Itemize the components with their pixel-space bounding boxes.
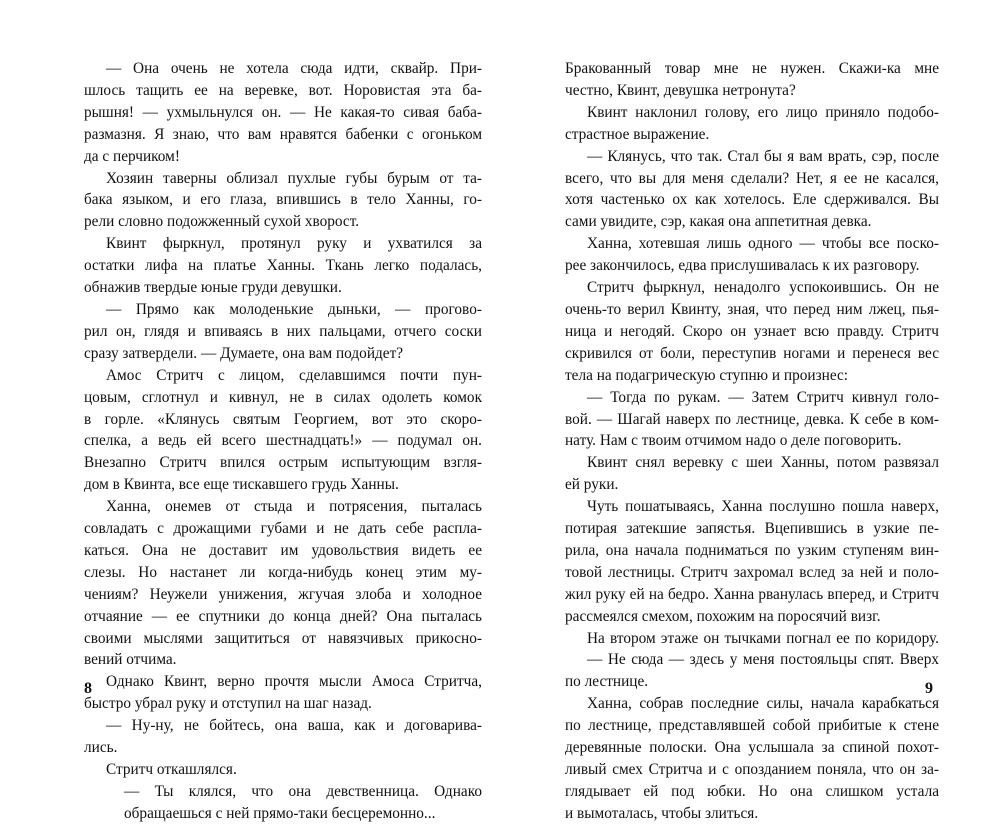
text-line: рели словно подожженный сухой хворост.	[84, 213, 360, 231]
text-line: жил руку ей на бедро. Ханна рванулась вперед, и Стритч	[565, 585, 939, 603]
right-page-text	[565, 58, 939, 825]
text-line: размазня. Я знаю, что вам нравятся бабенки с огоньком	[84, 125, 482, 143]
text-line: глядывает ей под юбки. Но она слишком устала	[565, 782, 939, 800]
text-line: — Ты клялся, что она девственница. Однако	[124, 782, 482, 800]
text-line: вений отчима.	[84, 651, 177, 669]
text-line: — Она очень не хотела сюда идти, сквайр. При-	[106, 60, 482, 77]
text-line: — Тогда по рукам. — Затем Стритч кивнул голо-	[587, 388, 939, 406]
text-line: быстро убрал руку и отступил на шаг назад.	[84, 695, 372, 713]
text-line: в горле. «Клянусь святым Георгием, вот это скоро-	[84, 410, 482, 428]
text-line: отчаяние — ее спутники до конца дней? Она пыталась	[84, 607, 482, 625]
text-line: рышня! — ухмыльнулся он. — Не какая-то сивая баба-	[84, 103, 482, 121]
text-line: бака языком, и его глаза, впившись в тело Ханны, го-	[84, 191, 482, 209]
text-line: цовым, сглотнул и кивнул, не в силах одолеть комок	[84, 388, 482, 406]
text-line: тела на подагрическую ступню и произнес:	[565, 366, 849, 384]
text-line: шлось тащить ее на веревке, вот. Норовистая эта ба-	[84, 81, 482, 99]
page-number-right: 9	[925, 680, 933, 697]
text-line: страстное выражение.	[565, 125, 710, 143]
text-line: Ханна, онемев от стыда и потрясения, пыталась	[106, 498, 482, 516]
text-line: по лестнице, представлявшей собой прибитые к стене	[565, 717, 939, 735]
text-line: Квинт снял веревку с шеи Ханны, потом развязал	[587, 454, 939, 472]
text-line: и вымоталась, чтобы злиться.	[565, 804, 759, 822]
text-line: Стритч откашлялся.	[106, 761, 237, 778]
text-line: обнажив твердые юные груди девушки.	[84, 279, 342, 297]
text-line: по лестнице.	[565, 673, 649, 691]
text-line: честно, Квинт, девушка нетронута?	[565, 81, 796, 99]
text-line: ливый смех Стритча и с опозданием поняла, что он за-	[565, 761, 939, 778]
text-line: скривился от боли, переступив ногами и перенеся вес	[565, 344, 939, 362]
text-line: Бракованный товар мне не нужен. Скажи-ка мне	[565, 60, 939, 77]
text-line: рил он, глядя и впиваясь в них пальцами, отчего соски	[84, 322, 482, 340]
text-line: Хозяин таверны облизал пухлые губы бурым от та-	[106, 169, 482, 187]
text-line: Ханна, собрав последние силы, начала карабкаться	[587, 695, 939, 713]
text-line: рее закончилось, едва прислушивалась к их разговору.	[565, 257, 920, 275]
text-line: дом в Квинта, все еще тискавшего грудь Ханны.	[84, 476, 399, 494]
text-line: нату. Нам с твоим отчимом надо о деле поговорить.	[565, 432, 902, 450]
text-line: — Прямо как молоденькие дыньки, — проговo-	[106, 300, 482, 318]
text-line: очень-то верил Квинту, зная, что перед ним лжец, пья-	[565, 300, 939, 318]
text-line: своими мыслями защититься от навязчивых прикосно-	[84, 629, 482, 647]
text-line: чениям? Неужели унижения, жгучая злоба и холодное	[84, 585, 482, 603]
left-page-text	[84, 58, 482, 825]
text-line: ница и негодяй. Скоро он узнает всю правду. Стритч	[565, 322, 939, 340]
text-line: хотя частенько ох как хотелось. Еле сдерживался. Вы	[565, 191, 939, 209]
text-line: Квинт наклонил голову, его лицо приняло подобо-	[587, 103, 939, 121]
text-line: — Не сюда — здесь у меня постояльцы спят. Вверх	[587, 651, 939, 669]
page-number-left: 8	[84, 680, 92, 697]
text-line: ей руки.	[565, 476, 619, 494]
text-line: да с перчиком!	[84, 147, 180, 165]
text-line: сразу затвердели. — Думаете, она вам подойдет?	[84, 344, 404, 362]
text-line: На втором этаже он тычками погнал ее по коридору.	[587, 629, 939, 647]
text-line: Внезапно Стритч впился острым испытующим взгля-	[84, 454, 482, 472]
text-line: — Клянусь, что так. Стал бы я вам врать, сэр, после	[587, 147, 939, 165]
text-line: Ханна, хотевшая лишь одного — чтобы все поско-	[587, 235, 939, 253]
text-line: всего, что вы для меня сделали? Нет, я ее не касался,	[565, 169, 939, 187]
text-line: — Ну-ну, не бойтесь, она ваша, как и договарива-	[106, 717, 482, 735]
text-line: Амос Стритч с лицом, сделавшимся почти пун-	[106, 366, 482, 384]
text-line: сами увидите, сэр, какая она аппетитная девка.	[565, 213, 872, 231]
text-line: спелка, а ведь ей всего шестнадцать!» — подумал он.	[84, 432, 482, 450]
text-line: Однако Квинт, верно прочтя мысли Амоса Стритча,	[106, 673, 482, 691]
text-line: обращаешься с ней прямо-таки бесцеремонно...	[124, 804, 436, 822]
text-line: деревянные полоски. Она услышала за спиной похот-	[565, 739, 939, 757]
text-line: Чуть пошатываясь, Ханна послушно пошла наверх,	[587, 498, 939, 516]
text-line: остатки лифа на платье Ханны. Ткань легко подалась,	[84, 257, 482, 275]
text-line: слезы. Но настанет ли когда-нибудь конец этим му-	[84, 563, 482, 581]
text-line: потирая затекшие запястья. Вцепившись в узкие пе-	[565, 520, 939, 538]
text-line: каться. Она не доставит им удовольствия видеть ее	[84, 541, 482, 559]
text-line: лись.	[84, 739, 118, 757]
text-line: совладать с дрожащими губами и не дать себе распла-	[84, 520, 482, 538]
text-line: рила, она начала подниматься по узким ступеням вин-	[565, 541, 939, 559]
text-line: рассмеялся смехом, похожим на поросячий визг.	[565, 607, 881, 625]
text-line: вой. — Шагай наверх по лестнице, девка. К себе в ком-	[565, 410, 939, 428]
text-line: Стритч фыркнул, ненадолго успокоившись. Он не	[587, 279, 939, 297]
text-line: Квинт фыркнул, протянул руку и ухватился за	[106, 235, 482, 253]
text-line: товой лестницы. Стритч захромал вслед за ней и поло-	[565, 563, 939, 581]
